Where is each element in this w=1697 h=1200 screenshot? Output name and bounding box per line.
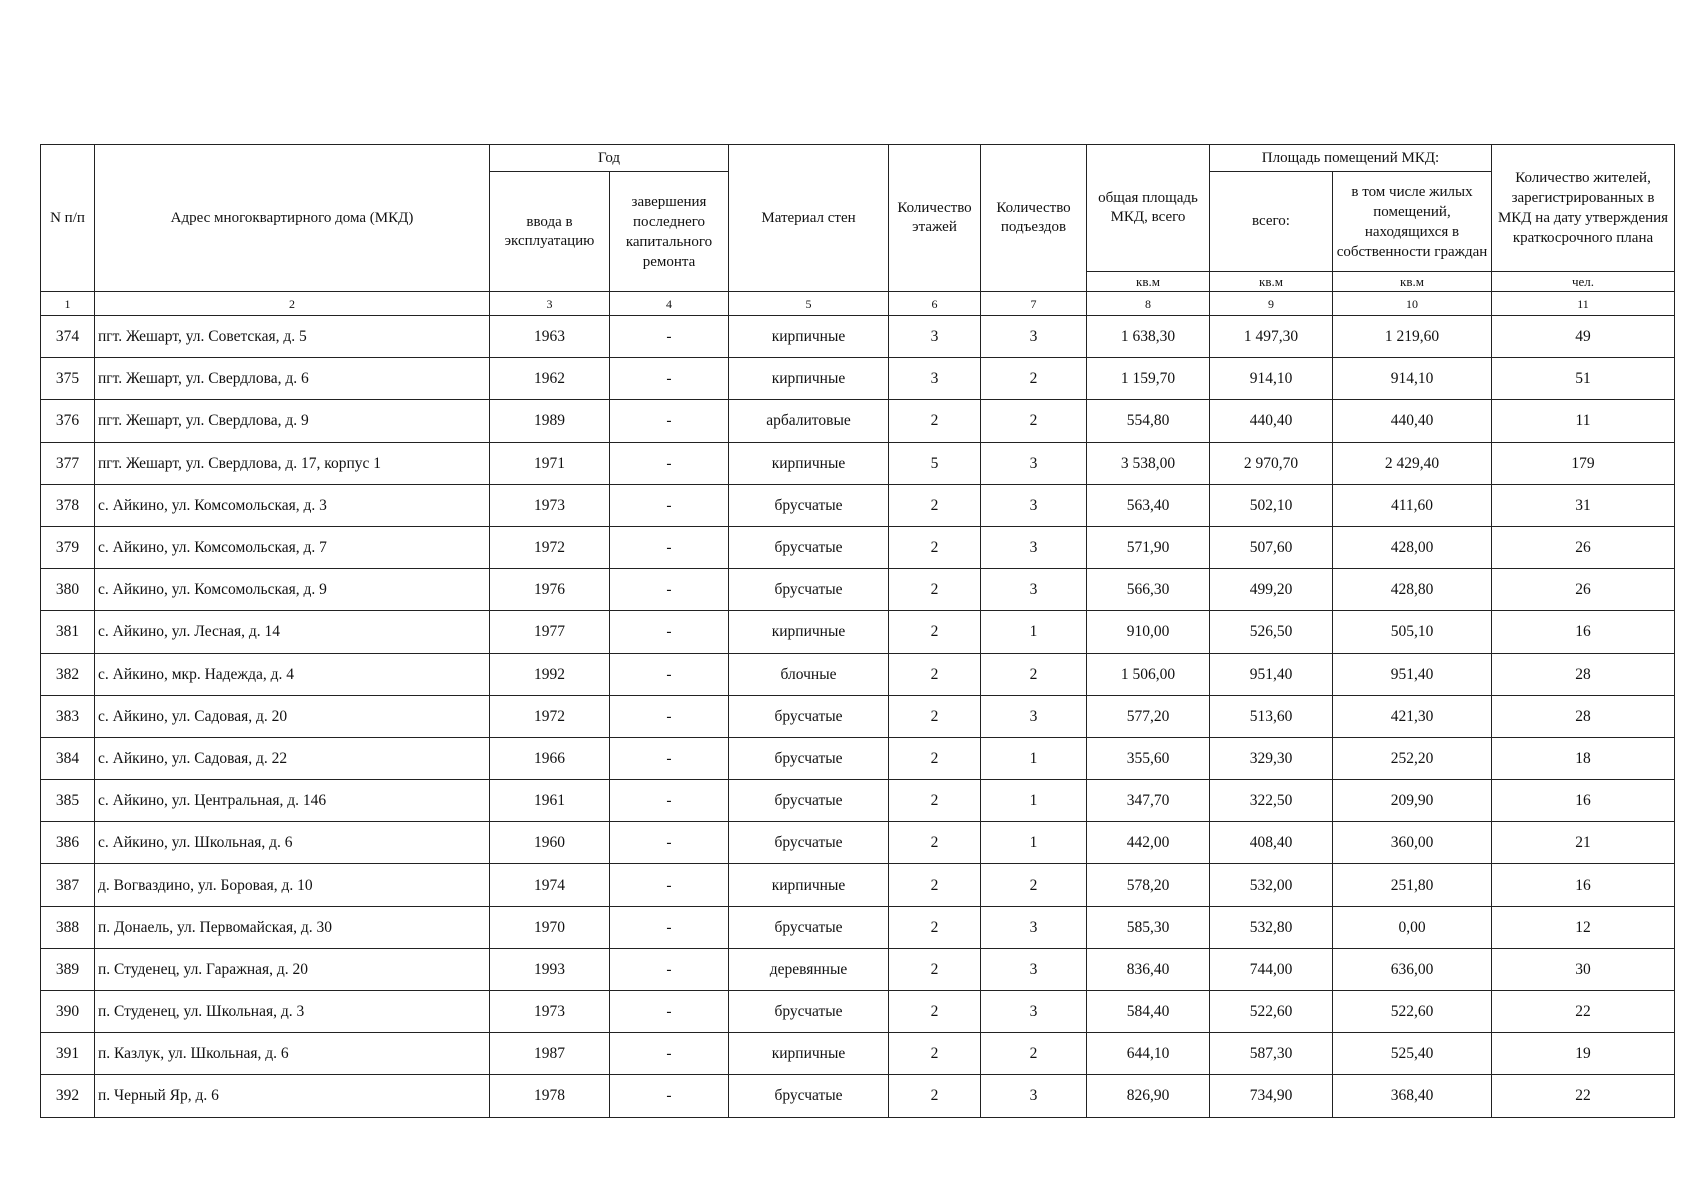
cell-row-number: 381 bbox=[41, 611, 95, 653]
cell-year-repair: - bbox=[610, 822, 729, 864]
cell-year-commission: 1978 bbox=[490, 1075, 610, 1117]
cell-area-total: 910,00 bbox=[1087, 611, 1210, 653]
cell-area-all: 1 497,30 bbox=[1210, 316, 1333, 358]
cell-year-repair: - bbox=[610, 1033, 729, 1075]
column-number: 7 bbox=[981, 292, 1087, 316]
cell-row-number: 378 bbox=[41, 484, 95, 526]
cell-wall-material: брусчатые bbox=[729, 906, 889, 948]
cell-area-total: 644,10 bbox=[1087, 1033, 1210, 1075]
cell-area-total: 554,80 bbox=[1087, 400, 1210, 442]
cell-area-total: 563,40 bbox=[1087, 484, 1210, 526]
column-number: 9 bbox=[1210, 292, 1333, 316]
cell-year-commission: 1973 bbox=[490, 991, 610, 1033]
cell-year-commission: 1972 bbox=[490, 526, 610, 568]
cell-entrances: 3 bbox=[981, 695, 1087, 737]
header-floors: Количество этажей bbox=[889, 145, 981, 292]
header-area-owned: в том числе жилых помещений, находящихся в собственности граждан bbox=[1333, 172, 1492, 272]
cell-floors: 2 bbox=[889, 864, 981, 906]
cell-area-all: 502,10 bbox=[1210, 484, 1333, 526]
cell-area-owned: 525,40 bbox=[1333, 1033, 1492, 1075]
table-row bbox=[41, 526, 1675, 568]
cell-row-number: 390 bbox=[41, 991, 95, 1033]
table-row bbox=[41, 780, 1675, 822]
cell-entrances: 3 bbox=[981, 948, 1087, 990]
cell-floors: 2 bbox=[889, 1033, 981, 1075]
table-body bbox=[41, 316, 1675, 1118]
cell-address: с. Айкино, ул. Комсомольская, д. 9 bbox=[95, 569, 490, 611]
cell-entrances: 2 bbox=[981, 358, 1087, 400]
cell-year-repair: - bbox=[610, 653, 729, 695]
unit-sqm: кв.м bbox=[1210, 272, 1333, 292]
table-row bbox=[41, 442, 1675, 484]
cell-area-owned: 440,40 bbox=[1333, 400, 1492, 442]
cell-address: с. Айкино, ул. Комсомольская, д. 3 bbox=[95, 484, 490, 526]
column-number: 10 bbox=[1333, 292, 1492, 316]
cell-row-number: 376 bbox=[41, 400, 95, 442]
cell-year-commission: 1962 bbox=[490, 358, 610, 400]
cell-address: п. Студенец, ул. Гаражная, д. 20 bbox=[95, 948, 490, 990]
header-year-repair: завершения последнего капитального ремонта bbox=[610, 172, 729, 292]
cell-address: п. Черный Яр, д. 6 bbox=[95, 1075, 490, 1117]
cell-area-all: 499,20 bbox=[1210, 569, 1333, 611]
cell-area-owned: 360,00 bbox=[1333, 822, 1492, 864]
cell-entrances: 2 bbox=[981, 400, 1087, 442]
cell-area-total: 578,20 bbox=[1087, 864, 1210, 906]
cell-area-all: 744,00 bbox=[1210, 948, 1333, 990]
cell-row-number: 386 bbox=[41, 822, 95, 864]
cell-wall-material: брусчатые bbox=[729, 991, 889, 1033]
cell-floors: 5 bbox=[889, 442, 981, 484]
table-row bbox=[41, 569, 1675, 611]
table-row bbox=[41, 611, 1675, 653]
cell-address: п. Казлук, ул. Школьная, д. 6 bbox=[95, 1033, 490, 1075]
cell-area-total: 347,70 bbox=[1087, 780, 1210, 822]
cell-residents: 30 bbox=[1492, 948, 1675, 990]
cell-wall-material: кирпичные bbox=[729, 316, 889, 358]
header-address: Адрес многоквартирного дома (МКД) bbox=[95, 145, 490, 292]
cell-year-repair: - bbox=[610, 400, 729, 442]
cell-row-number: 391 bbox=[41, 1033, 95, 1075]
cell-residents: 16 bbox=[1492, 611, 1675, 653]
cell-area-all: 734,90 bbox=[1210, 1075, 1333, 1117]
header-num: N п/п bbox=[41, 145, 95, 292]
column-number: 11 bbox=[1492, 292, 1675, 316]
cell-year-repair: - bbox=[610, 316, 729, 358]
cell-area-total: 585,30 bbox=[1087, 906, 1210, 948]
cell-area-all: 440,40 bbox=[1210, 400, 1333, 442]
cell-row-number: 375 bbox=[41, 358, 95, 400]
cell-residents: 28 bbox=[1492, 653, 1675, 695]
cell-entrances: 3 bbox=[981, 526, 1087, 568]
cell-year-commission: 1971 bbox=[490, 442, 610, 484]
cell-area-owned: 421,30 bbox=[1333, 695, 1492, 737]
cell-row-number: 392 bbox=[41, 1075, 95, 1117]
cell-row-number: 389 bbox=[41, 948, 95, 990]
cell-area-owned: 1 219,60 bbox=[1333, 316, 1492, 358]
column-number: 4 bbox=[610, 292, 729, 316]
cell-area-total: 355,60 bbox=[1087, 737, 1210, 779]
cell-entrances: 1 bbox=[981, 611, 1087, 653]
table-row bbox=[41, 864, 1675, 906]
unit-people: чел. bbox=[1492, 272, 1675, 292]
table-row bbox=[41, 316, 1675, 358]
cell-year-commission: 1966 bbox=[490, 737, 610, 779]
cell-year-repair: - bbox=[610, 737, 729, 779]
cell-address: с. Айкино, мкр. Надежда, д. 4 bbox=[95, 653, 490, 695]
cell-area-total: 577,20 bbox=[1087, 695, 1210, 737]
cell-entrances: 1 bbox=[981, 737, 1087, 779]
cell-year-commission: 1961 bbox=[490, 780, 610, 822]
cell-area-all: 532,80 bbox=[1210, 906, 1333, 948]
unit-sqm: кв.м bbox=[1333, 272, 1492, 292]
cell-row-number: 385 bbox=[41, 780, 95, 822]
cell-residents: 11 bbox=[1492, 400, 1675, 442]
cell-floors: 2 bbox=[889, 948, 981, 990]
column-number: 1 bbox=[41, 292, 95, 316]
cell-address: с. Айкино, ул. Лесная, д. 14 bbox=[95, 611, 490, 653]
unit-sqm: кв.м bbox=[1087, 272, 1210, 292]
cell-wall-material: брусчатые bbox=[729, 569, 889, 611]
cell-area-all: 322,50 bbox=[1210, 780, 1333, 822]
cell-area-owned: 522,60 bbox=[1333, 991, 1492, 1033]
cell-year-repair: - bbox=[610, 484, 729, 526]
cell-year-repair: - bbox=[610, 526, 729, 568]
column-number: 3 bbox=[490, 292, 610, 316]
cell-row-number: 382 bbox=[41, 653, 95, 695]
cell-area-all: 522,60 bbox=[1210, 991, 1333, 1033]
cell-floors: 2 bbox=[889, 569, 981, 611]
table-row bbox=[41, 948, 1675, 990]
cell-area-all: 587,30 bbox=[1210, 1033, 1333, 1075]
cell-residents: 19 bbox=[1492, 1033, 1675, 1075]
cell-row-number: 383 bbox=[41, 695, 95, 737]
cell-floors: 2 bbox=[889, 822, 981, 864]
cell-year-commission: 1992 bbox=[490, 653, 610, 695]
cell-wall-material: блочные bbox=[729, 653, 889, 695]
cell-address: пгт. Жешарт, ул. Советская, д. 5 bbox=[95, 316, 490, 358]
cell-residents: 51 bbox=[1492, 358, 1675, 400]
cell-residents: 18 bbox=[1492, 737, 1675, 779]
table-row bbox=[41, 1033, 1675, 1075]
cell-entrances: 2 bbox=[981, 864, 1087, 906]
cell-wall-material: брусчатые bbox=[729, 737, 889, 779]
cell-year-repair: - bbox=[610, 569, 729, 611]
cell-wall-material: брусчатые bbox=[729, 1075, 889, 1117]
header-residents: Количество жителей, зарегистрированных в МКД на дату утверждения краткосрочного плана bbox=[1492, 145, 1675, 272]
cell-year-repair: - bbox=[610, 358, 729, 400]
cell-area-owned: 209,90 bbox=[1333, 780, 1492, 822]
cell-year-commission: 1977 bbox=[490, 611, 610, 653]
cell-area-owned: 411,60 bbox=[1333, 484, 1492, 526]
cell-row-number: 387 bbox=[41, 864, 95, 906]
cell-area-total: 3 538,00 bbox=[1087, 442, 1210, 484]
cell-area-all: 951,40 bbox=[1210, 653, 1333, 695]
cell-area-all: 2 970,70 bbox=[1210, 442, 1333, 484]
table-row bbox=[41, 695, 1675, 737]
cell-address: с. Айкино, ул. Садовая, д. 20 bbox=[95, 695, 490, 737]
cell-area-owned: 428,00 bbox=[1333, 526, 1492, 568]
cell-area-owned: 428,80 bbox=[1333, 569, 1492, 611]
cell-wall-material: кирпичные bbox=[729, 1033, 889, 1075]
cell-residents: 26 bbox=[1492, 526, 1675, 568]
column-number: 2 bbox=[95, 292, 490, 316]
cell-year-repair: - bbox=[610, 948, 729, 990]
cell-entrances: 3 bbox=[981, 991, 1087, 1033]
cell-area-all: 513,60 bbox=[1210, 695, 1333, 737]
cell-year-repair: - bbox=[610, 906, 729, 948]
cell-address: с. Айкино, ул. Садовая, д. 22 bbox=[95, 737, 490, 779]
cell-floors: 3 bbox=[889, 358, 981, 400]
cell-year-repair: - bbox=[610, 611, 729, 653]
table-row bbox=[41, 1075, 1675, 1117]
cell-area-owned: 914,10 bbox=[1333, 358, 1492, 400]
table-row bbox=[41, 991, 1675, 1033]
cell-wall-material: брусчатые bbox=[729, 526, 889, 568]
table-row bbox=[41, 822, 1675, 864]
cell-address: пгт. Жешарт, ул. Свердлова, д. 6 bbox=[95, 358, 490, 400]
cell-area-total: 571,90 bbox=[1087, 526, 1210, 568]
cell-residents: 16 bbox=[1492, 864, 1675, 906]
cell-address: д. Вогваздино, ул. Боровая, д. 10 bbox=[95, 864, 490, 906]
cell-wall-material: кирпичные bbox=[729, 358, 889, 400]
cell-address: с. Айкино, ул. Центральная, д. 146 bbox=[95, 780, 490, 822]
cell-year-repair: - bbox=[610, 442, 729, 484]
header-area-group: Площадь помещений МКД: bbox=[1210, 145, 1492, 172]
table-header bbox=[41, 145, 1675, 316]
cell-year-commission: 1987 bbox=[490, 1033, 610, 1075]
cell-wall-material: кирпичные bbox=[729, 611, 889, 653]
cell-floors: 2 bbox=[889, 400, 981, 442]
header-area-all: всего: bbox=[1210, 172, 1333, 272]
header-year-commission: ввода в эксплуатацию bbox=[490, 172, 610, 292]
table-row bbox=[41, 358, 1675, 400]
cell-wall-material: кирпичные bbox=[729, 442, 889, 484]
cell-floors: 2 bbox=[889, 695, 981, 737]
cell-floors: 2 bbox=[889, 484, 981, 526]
cell-area-all: 532,00 bbox=[1210, 864, 1333, 906]
cell-floors: 2 bbox=[889, 906, 981, 948]
cell-address: пгт. Жешарт, ул. Свердлова, д. 9 bbox=[95, 400, 490, 442]
cell-address: п. Студенец, ул. Школьная, д. 3 bbox=[95, 991, 490, 1033]
cell-area-total: 442,00 bbox=[1087, 822, 1210, 864]
cell-area-total: 584,40 bbox=[1087, 991, 1210, 1033]
table-row bbox=[41, 737, 1675, 779]
cell-entrances: 1 bbox=[981, 780, 1087, 822]
cell-area-owned: 951,40 bbox=[1333, 653, 1492, 695]
cell-year-commission: 1989 bbox=[490, 400, 610, 442]
cell-year-repair: - bbox=[610, 780, 729, 822]
cell-area-all: 408,40 bbox=[1210, 822, 1333, 864]
cell-area-total: 1 506,00 bbox=[1087, 653, 1210, 695]
housing-table-sheet bbox=[40, 144, 1674, 1118]
cell-area-owned: 0,00 bbox=[1333, 906, 1492, 948]
cell-row-number: 379 bbox=[41, 526, 95, 568]
cell-residents: 21 bbox=[1492, 822, 1675, 864]
cell-wall-material: брусчатые bbox=[729, 484, 889, 526]
cell-address: с. Айкино, ул. Комсомольская, д. 7 bbox=[95, 526, 490, 568]
cell-residents: 28 bbox=[1492, 695, 1675, 737]
cell-entrances: 3 bbox=[981, 442, 1087, 484]
cell-address: пгт. Жешарт, ул. Свердлова, д. 17, корпус 1 bbox=[95, 442, 490, 484]
cell-area-total: 566,30 bbox=[1087, 569, 1210, 611]
cell-area-total: 826,90 bbox=[1087, 1075, 1210, 1117]
cell-entrances: 2 bbox=[981, 653, 1087, 695]
cell-residents: 22 bbox=[1492, 1075, 1675, 1117]
cell-wall-material: брусчатые bbox=[729, 695, 889, 737]
cell-area-owned: 252,20 bbox=[1333, 737, 1492, 779]
cell-wall-material: кирпичные bbox=[729, 864, 889, 906]
cell-year-repair: - bbox=[610, 695, 729, 737]
cell-row-number: 374 bbox=[41, 316, 95, 358]
cell-residents: 16 bbox=[1492, 780, 1675, 822]
cell-floors: 2 bbox=[889, 611, 981, 653]
cell-residents: 179 bbox=[1492, 442, 1675, 484]
cell-floors: 2 bbox=[889, 526, 981, 568]
cell-residents: 31 bbox=[1492, 484, 1675, 526]
cell-year-repair: - bbox=[610, 1075, 729, 1117]
cell-address: с. Айкино, ул. Школьная, д. 6 bbox=[95, 822, 490, 864]
cell-row-number: 377 bbox=[41, 442, 95, 484]
cell-floors: 2 bbox=[889, 1075, 981, 1117]
cell-year-commission: 1970 bbox=[490, 906, 610, 948]
cell-area-total: 1 159,70 bbox=[1087, 358, 1210, 400]
cell-residents: 26 bbox=[1492, 569, 1675, 611]
cell-entrances: 3 bbox=[981, 316, 1087, 358]
cell-row-number: 388 bbox=[41, 906, 95, 948]
cell-year-commission: 1993 bbox=[490, 948, 610, 990]
cell-year-repair: - bbox=[610, 991, 729, 1033]
cell-entrances: 3 bbox=[981, 906, 1087, 948]
cell-year-commission: 1974 bbox=[490, 864, 610, 906]
cell-wall-material: деревянные bbox=[729, 948, 889, 990]
cell-year-commission: 1972 bbox=[490, 695, 610, 737]
cell-residents: 22 bbox=[1492, 991, 1675, 1033]
cell-floors: 2 bbox=[889, 780, 981, 822]
housing-table bbox=[40, 144, 1675, 1118]
cell-year-repair: - bbox=[610, 864, 729, 906]
cell-residents: 49 bbox=[1492, 316, 1675, 358]
cell-area-all: 526,50 bbox=[1210, 611, 1333, 653]
cell-residents: 12 bbox=[1492, 906, 1675, 948]
cell-floors: 2 bbox=[889, 991, 981, 1033]
header-entrances: Количество подъездов bbox=[981, 145, 1087, 292]
cell-entrances: 3 bbox=[981, 569, 1087, 611]
cell-floors: 3 bbox=[889, 316, 981, 358]
header-year-group: Год bbox=[490, 145, 729, 172]
cell-floors: 2 bbox=[889, 737, 981, 779]
cell-area-all: 329,30 bbox=[1210, 737, 1333, 779]
column-number-row bbox=[41, 292, 1675, 316]
cell-entrances: 3 bbox=[981, 1075, 1087, 1117]
cell-wall-material: брусчатые bbox=[729, 822, 889, 864]
table-row bbox=[41, 400, 1675, 442]
cell-year-commission: 1973 bbox=[490, 484, 610, 526]
header-area-total: общая площадь МКД, всего bbox=[1087, 145, 1210, 272]
cell-row-number: 380 bbox=[41, 569, 95, 611]
cell-entrances: 1 bbox=[981, 822, 1087, 864]
table-row bbox=[41, 484, 1675, 526]
cell-floors: 2 bbox=[889, 653, 981, 695]
cell-year-commission: 1960 bbox=[490, 822, 610, 864]
cell-area-all: 914,10 bbox=[1210, 358, 1333, 400]
cell-year-commission: 1976 bbox=[490, 569, 610, 611]
cell-area-total: 1 638,30 bbox=[1087, 316, 1210, 358]
cell-entrances: 2 bbox=[981, 1033, 1087, 1075]
cell-area-owned: 251,80 bbox=[1333, 864, 1492, 906]
cell-row-number: 384 bbox=[41, 737, 95, 779]
header-wall-material: Материал стен bbox=[729, 145, 889, 292]
cell-wall-material: арбалитовые bbox=[729, 400, 889, 442]
cell-wall-material: брусчатые bbox=[729, 780, 889, 822]
cell-entrances: 3 bbox=[981, 484, 1087, 526]
cell-area-owned: 2 429,40 bbox=[1333, 442, 1492, 484]
column-number: 5 bbox=[729, 292, 889, 316]
cell-area-all: 507,60 bbox=[1210, 526, 1333, 568]
column-number: 6 bbox=[889, 292, 981, 316]
table-row bbox=[41, 906, 1675, 948]
cell-area-total: 836,40 bbox=[1087, 948, 1210, 990]
cell-year-commission: 1963 bbox=[490, 316, 610, 358]
cell-area-owned: 505,10 bbox=[1333, 611, 1492, 653]
cell-address: п. Донаель, ул. Первомайская, д. 30 bbox=[95, 906, 490, 948]
cell-area-owned: 368,40 bbox=[1333, 1075, 1492, 1117]
column-number: 8 bbox=[1087, 292, 1210, 316]
table-row bbox=[41, 653, 1675, 695]
cell-area-owned: 636,00 bbox=[1333, 948, 1492, 990]
